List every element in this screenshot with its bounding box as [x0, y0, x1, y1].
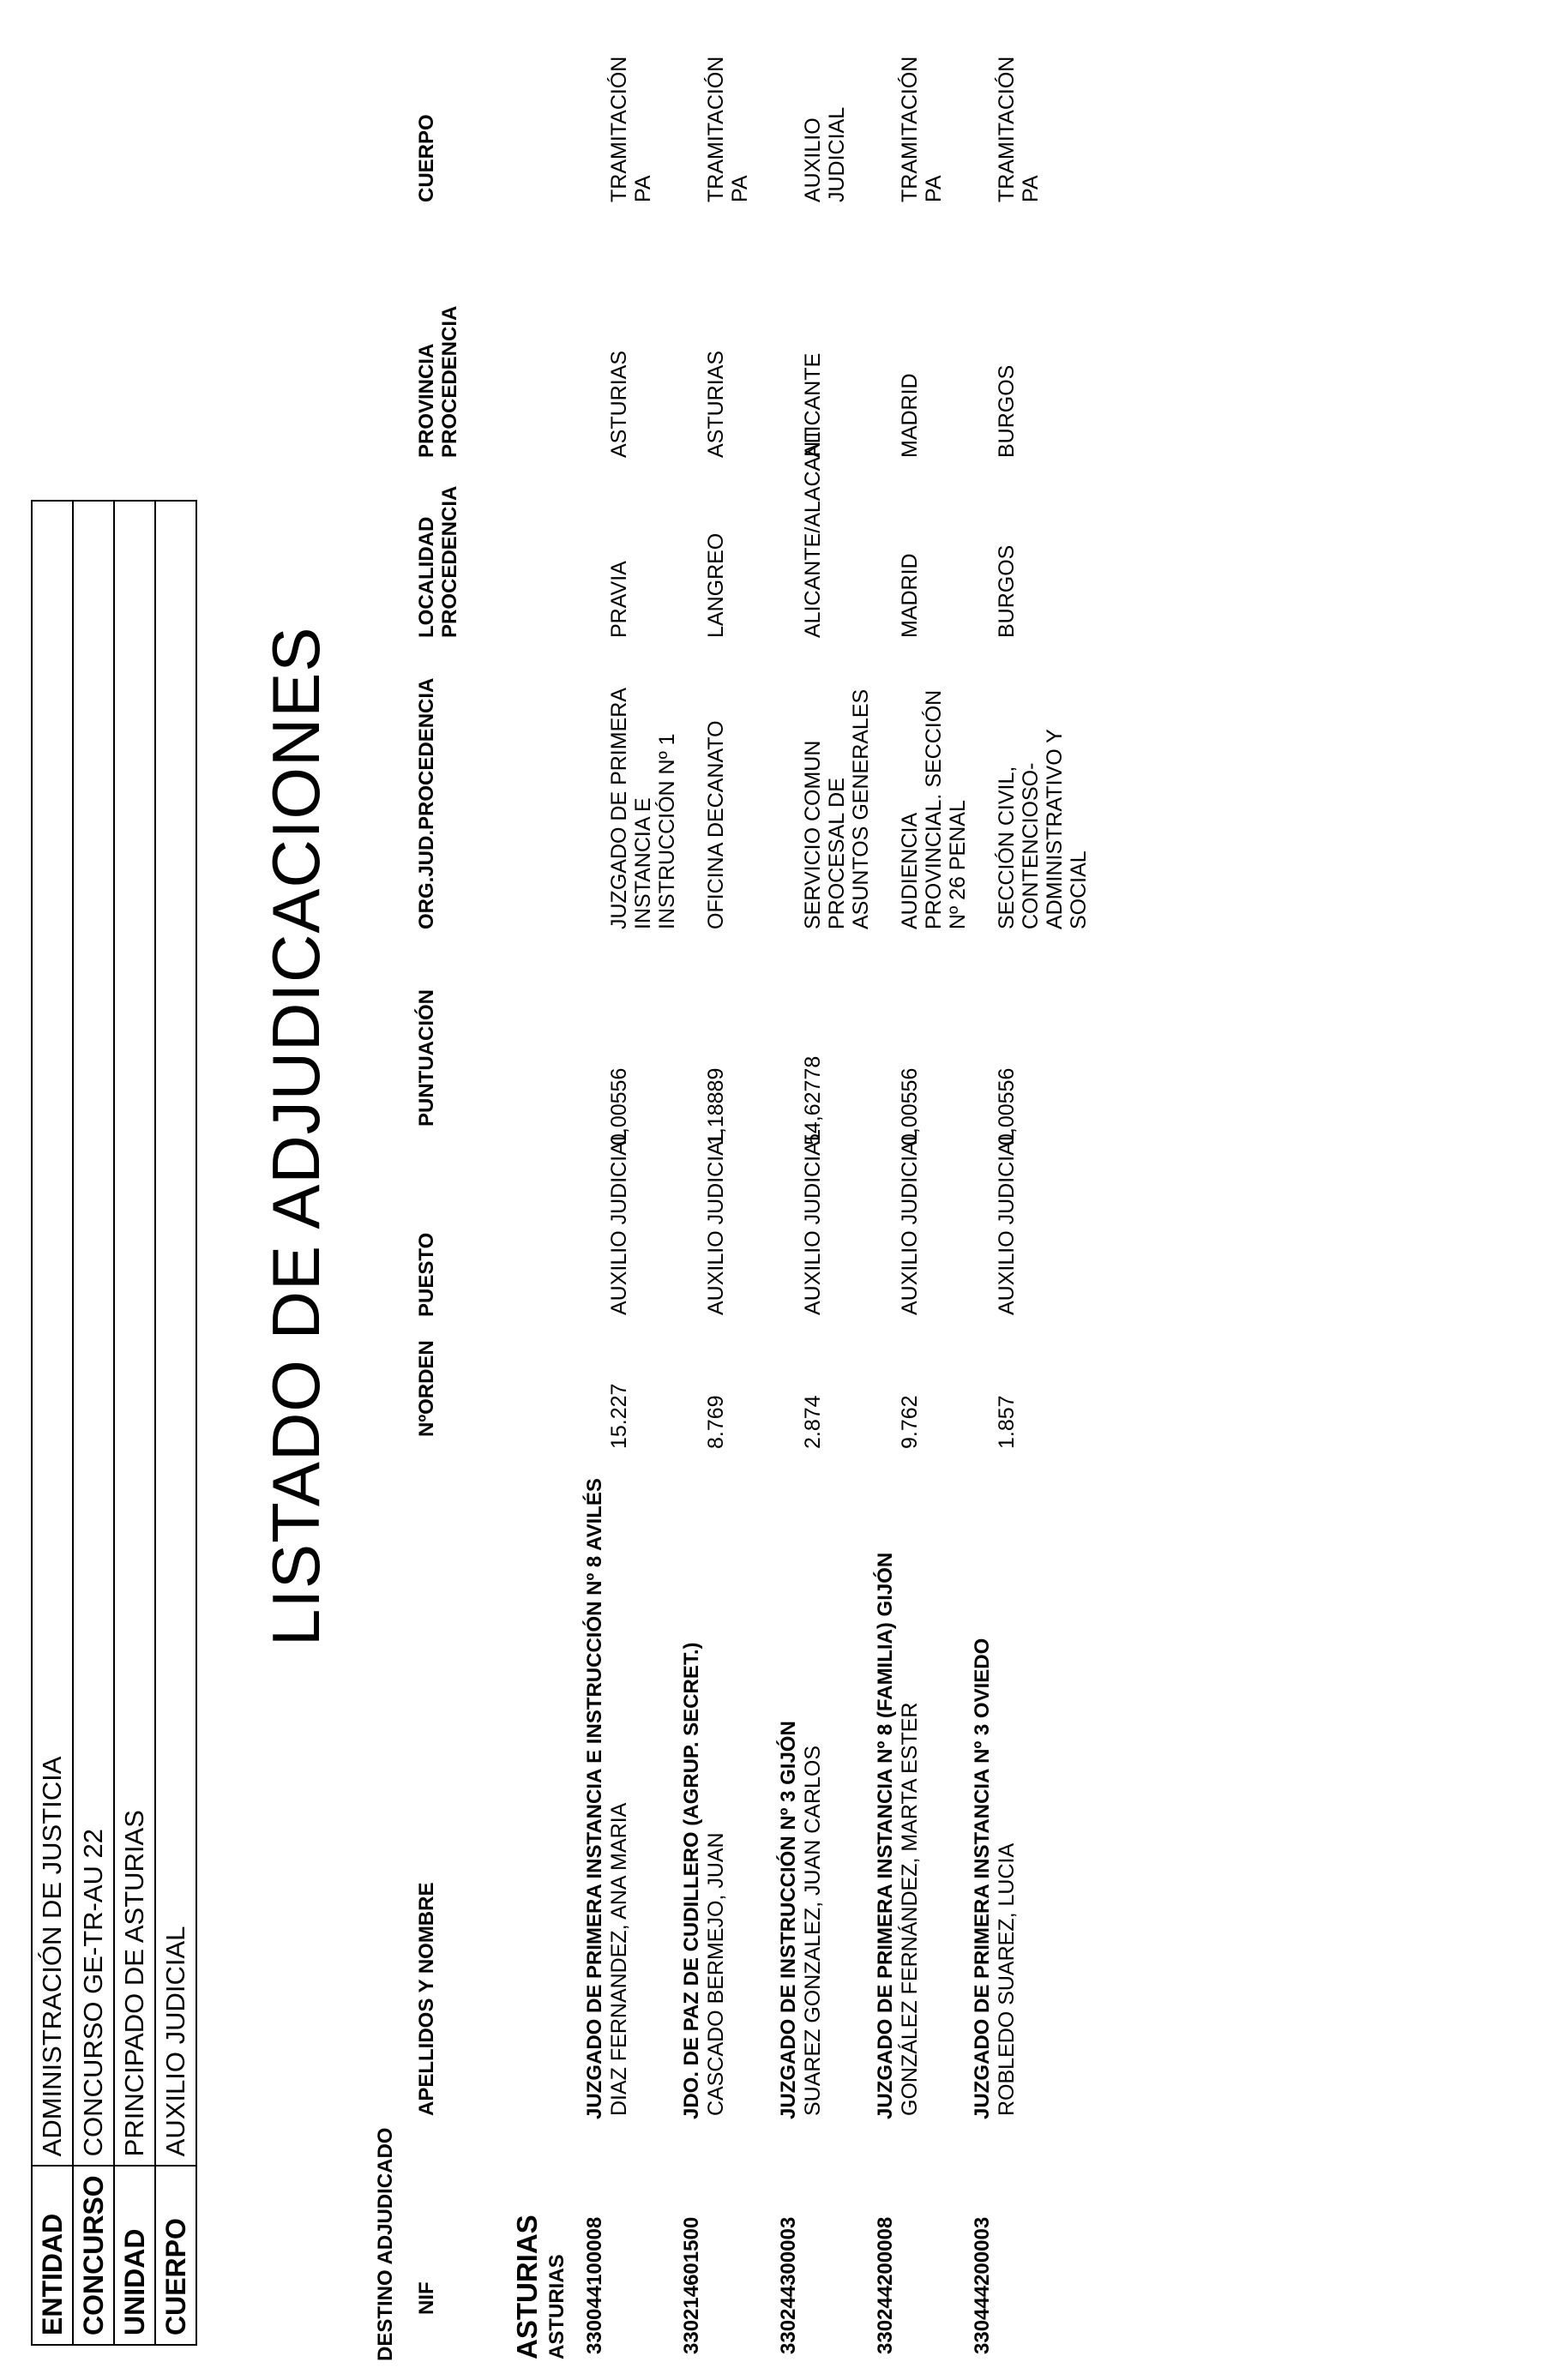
- score: 1,18889: [704, 1067, 728, 1145]
- header-value: CONCURSO GE-TR-AU 22: [73, 501, 114, 2166]
- col-cuerpo: CUERPO: [415, 114, 438, 202]
- person-name: SUAREZ GONZALEZ, JUAN CARLOS: [801, 1745, 825, 2116]
- origin-province: ASTURIAS: [704, 350, 728, 458]
- origin-locality: ALICANTE/ALACANT: [801, 428, 825, 638]
- score: 54,62778: [801, 1055, 825, 1145]
- person-name: GONZÁLEZ FERNÁNDEZ, MARTA ESTER: [898, 1702, 922, 2116]
- score: 0,00556: [607, 1067, 631, 1145]
- origin-province: ASTURIAS: [607, 350, 631, 458]
- header-row: [155, 501, 196, 2345]
- origin-locality: PRAVIA: [607, 561, 631, 638]
- destino-code: 330244200008: [874, 2216, 897, 2354]
- origin-body: TRAMITACIÓN PA: [898, 56, 946, 202]
- person-name: CASCADO BERMEJO, JUAN: [704, 1832, 728, 2116]
- origin-court: JUZGADO DE PRIMERA INSTANCIA E INSTRUCCIÓN Nº 1: [607, 688, 679, 929]
- destino-name: JUZGADO DE PRIMERA INSTANCIA Nº 8 (FAMILIA) GIJÓN: [874, 1552, 897, 2119]
- origin-court: OFICINA DECANATO: [704, 720, 728, 929]
- origin-province: ALICANTE: [801, 352, 825, 458]
- order-number: 8.769: [704, 1395, 728, 1449]
- person-name: ROBLEDO SUAREZ, LUCIA: [995, 1842, 1019, 2116]
- origin-body: AUXILIO JUDICIAL: [801, 106, 849, 202]
- header-value: PRINCIPADO DE ASTURIAS: [114, 501, 155, 2166]
- header-label: CUERPO: [155, 2166, 196, 2345]
- score: 0,00556: [995, 1067, 1019, 1145]
- col-nif: NIF: [415, 2281, 438, 2315]
- order-number: 15.227: [607, 1383, 631, 1449]
- origin-court: SERVICIO COMUN PROCESAL DE ASUNTOS GENERALES: [801, 688, 873, 929]
- header-row: [73, 501, 114, 2345]
- order-number: 9.762: [898, 1395, 922, 1449]
- origin-body: TRAMITACIÓN PA: [995, 56, 1043, 202]
- order-number: 1.857: [995, 1395, 1019, 1449]
- col-provincia: PROVINCIA PROCEDENCIA: [415, 305, 461, 458]
- header-value: ADMINISTRACIÓN DE JUSTICIA: [32, 501, 73, 2166]
- destino-name: JUZGADO DE PRIMERA INSTANCIA E INSTRUCCIÓN Nº 8 AVILÉS: [583, 1478, 606, 2119]
- person-name: DIAZ FERNANDEZ, ANA MARIA: [607, 1802, 631, 2116]
- destino-code: 330214601500: [680, 2216, 703, 2354]
- header-label: CONCURSO: [73, 2166, 114, 2345]
- col-puesto: PUESTO: [415, 1232, 438, 1317]
- destino-code: 330044100008: [583, 2216, 606, 2354]
- origin-province: BURGOS: [995, 364, 1019, 458]
- col-puntuacion: PUNTUACIÓN: [415, 989, 438, 1127]
- section-province: ASTURIAS: [511, 2215, 543, 2359]
- col-localidad: LOCALIDAD PROCEDENCIA: [415, 485, 461, 638]
- origin-locality: LANGREO: [704, 532, 728, 638]
- score: 0,00556: [898, 1067, 922, 1145]
- col-norden: NºORDEN: [415, 1340, 438, 1437]
- header-row: [114, 501, 155, 2345]
- position: AUXILIO JUDICIAL: [704, 1129, 728, 1315]
- order-number: 2.874: [801, 1395, 825, 1449]
- col-apellidos: APELLIDOS Y NOMBRE: [415, 1882, 438, 2116]
- destino-code: 330444200003: [971, 2216, 994, 2354]
- header-label: UNIDAD: [114, 2166, 155, 2345]
- header-table: [31, 500, 197, 2346]
- header-value: AUXILIO JUDICIAL: [155, 501, 196, 2166]
- page-title: LISTADO DE ADJUDICACIONES: [258, 626, 334, 1646]
- origin-body: TRAMITACIÓN PA: [704, 56, 752, 202]
- section-subprovince: ASTURIAS: [545, 2254, 568, 2359]
- header-row: [32, 501, 73, 2345]
- destino-name: JUZGADO DE PRIMERA INSTANCIA Nº 3 OVIEDO: [971, 1638, 994, 2119]
- origin-province: MADRID: [898, 373, 922, 458]
- position: AUXILIO JUDICIAL: [898, 1129, 922, 1315]
- position: AUXILIO JUDICIAL: [607, 1129, 631, 1315]
- position: AUXILIO JUDICIAL: [801, 1129, 825, 1315]
- origin-body: TRAMITACIÓN PA: [607, 56, 655, 202]
- origin-court: AUDIENCIA PROVINCIAL. SECCIÓN Nº 26 PENAL: [898, 689, 970, 929]
- col-destino: DESTINO ADJUDICADO: [374, 2127, 397, 2361]
- destino-name: JDO. DE PAZ DE CUDILLERO (AGRUP. SECRET.): [680, 1642, 703, 2119]
- origin-locality: BURGOS: [995, 544, 1019, 638]
- header-label: ENTIDAD: [32, 2166, 73, 2345]
- destino-code: 330244300003: [777, 2216, 800, 2354]
- position: AUXILIO JUDICIAL: [995, 1129, 1019, 1315]
- destino-name: JUZGADO DE INSTRUCCIÓN Nº 3 GIJÓN: [777, 1721, 800, 2119]
- origin-locality: MADRID: [898, 553, 922, 638]
- col-org: ORG.JUD.PROCEDENCIA: [415, 677, 438, 929]
- origin-court: SECCIÓN CIVIL, CONTENCIOSO-ADMINISTRATIVO Y SOCIAL: [995, 729, 1091, 929]
